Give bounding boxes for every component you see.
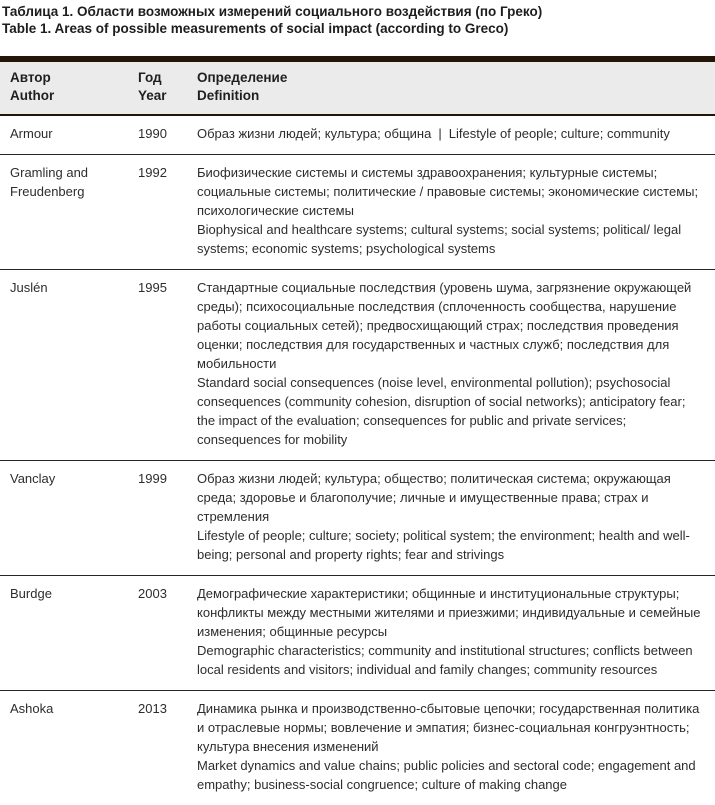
col-header-year-ru: Год [138,69,197,87]
table-row [0,270,715,461]
definition-en: Standard social consequences (noise level, environmental pollution); psychosocial consequences (community cohesion, disruption of social networks); anticipatory fear; the impact of the evaluation; consequences for public and private services; consequences for mobility [197,373,706,449]
definition-en: Lifestyle of people; culture; community [449,126,670,141]
definition-cell [197,576,715,691]
definition-cell [197,691,715,805]
table-row [0,576,715,691]
definition-cell [197,270,715,461]
definition-cell [197,461,715,576]
table-row [0,155,715,270]
col-header-author-en: Author [10,87,138,105]
table-caption-ru: Таблица 1. Области возможных измерений социального воздействия (по Греко) [0,3,715,20]
author-cell: Gramling and Freudenberg [0,155,138,270]
author-cell: Ashoka [0,691,138,805]
col-header-author-ru: Автор [10,69,138,87]
language-separator: | [438,124,441,143]
year-cell: 1992 [138,155,197,270]
header-row [0,59,715,115]
definition-ru: Демографические характеристики; общинные и институциональные структуры; конфликты между местными жителями и приезжими; индивидуальные и семейные изменения; общинные ресурсы [197,584,706,641]
definition-en: Biophysical and healthcare systems; cultural systems; social systems; political/ legal systems; economic systems; psychological systems [197,220,706,258]
author-cell: Armour [0,115,138,155]
table-row [0,461,715,576]
table-row [0,691,715,805]
author-cell: Vanclay [0,461,138,576]
definition-en: Demographic characteristics; community and institutional structures; conflicts between local residents and visitors; individual and family changes; community resources [197,641,706,679]
definition-en: Lifestyle of people; culture; society; political system; the environment; health and well-being; personal and property rights; fear and strivings [197,526,706,564]
definition-cell [197,115,715,155]
table-caption-en: Table 1. Areas of possible measurements of social impact (according to Greco) [0,20,715,37]
author-cell: Burdge [0,576,138,691]
col-header-author [0,59,138,115]
table-body [0,115,715,805]
year-cell: 1995 [138,270,197,461]
definition-ru: Образ жизни людей; культура; общество; политическая система; окружающая среда; здоровье и благополучие; личные и имущественные права; страх и стремления [197,469,706,526]
year-cell: 2003 [138,576,197,691]
year-cell: 2013 [138,691,197,805]
year-cell: 1990 [138,115,197,155]
table-row [0,115,715,155]
col-header-definition [197,59,715,115]
definition-ru: Биофизические системы и системы здравоохранения; культурные системы; социальные системы; политические / правовые системы; экономические системы; психологические системы [197,163,706,220]
impact-measurements-table [0,56,715,805]
definition-ru: Образ жизни людей; культура; община [197,126,431,141]
definition-ru: Динамика рынка и производственно-сбытовые цепочки; государственная политика и отраслевые нормы; вовлечение и эмпатия; бизнес-социальная конгруэнтность; культура внесения изменений [197,699,706,756]
author-cell: Juslén [0,270,138,461]
col-header-definition-ru: Определение [197,69,706,87]
definition-cell [197,155,715,270]
table-header [0,59,715,115]
col-header-definition-en: Definition [197,87,706,105]
year-cell: 1999 [138,461,197,576]
definition-en: Market dynamics and value chains; public policies and sectoral code; engagement and empathy; business-social congruence; culture of making change [197,756,706,794]
definition-ru: Стандартные социальные последствия (уровень шума, загрязнение окружающей среды); психосоциальные последствия (сплоченность сообщества, нарушение работы социальных сетей); предвосхищающий страх; последствия проведения оценки; последствия для государственных и частных служб; последствия для мобильности [197,278,706,373]
col-header-year [138,59,197,115]
col-header-year-en: Year [138,87,197,105]
